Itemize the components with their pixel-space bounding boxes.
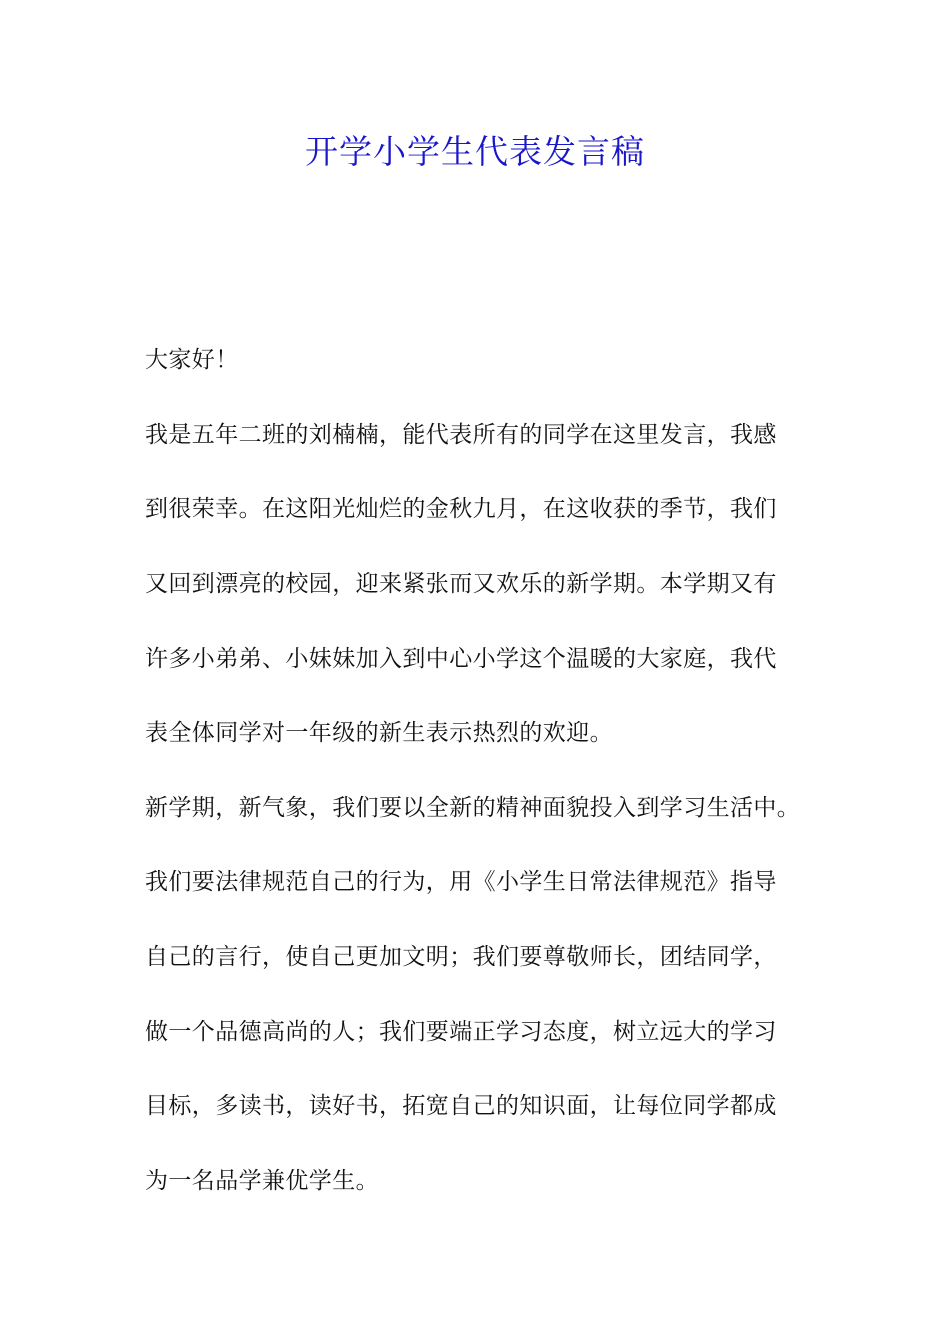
text-line: 我是五年二班的刘楠楠，能代表所有的同学在这里发言，我感 (145, 422, 777, 448)
document-title: 开学小学生代表发言稿 (305, 132, 645, 171)
text-line: 又回到漂亮的校园，迎来紧张而又欢乐的新学期。本学期又有 (145, 571, 777, 597)
text-line: 新学期，新气象，我们要以全新的精神面貌投入到学习生活中。 (145, 795, 801, 821)
text-line: 许多小弟弟、小妹妹加入到中心小学这个温暖的大家庭，我代 (145, 646, 777, 672)
text-line: 到很荣幸。在这阳光灿烂的金秋九月，在这收获的季节，我们 (145, 496, 777, 522)
text-line: 为一名品学兼优学生。 (145, 1168, 379, 1194)
text-line: 表全体同学对一年级的新生表示热烈的欢迎。 (145, 720, 613, 746)
text-line: 目标，多读书，读好书，拓宽自己的知识面，让每位同学都成 (145, 1093, 777, 1119)
text-line: 做一个品德高尚的人；我们要端正学习态度，树立远大的学习 (145, 1019, 777, 1045)
text-line: 自己的言行，使自己更加文明；我们要尊敬师长，团结同学， (145, 944, 777, 970)
text-line: 我们要法律规范自己的行为，用《小学生日常法律规范》指导 (145, 869, 777, 895)
text-line: 大家好！ (145, 347, 239, 373)
